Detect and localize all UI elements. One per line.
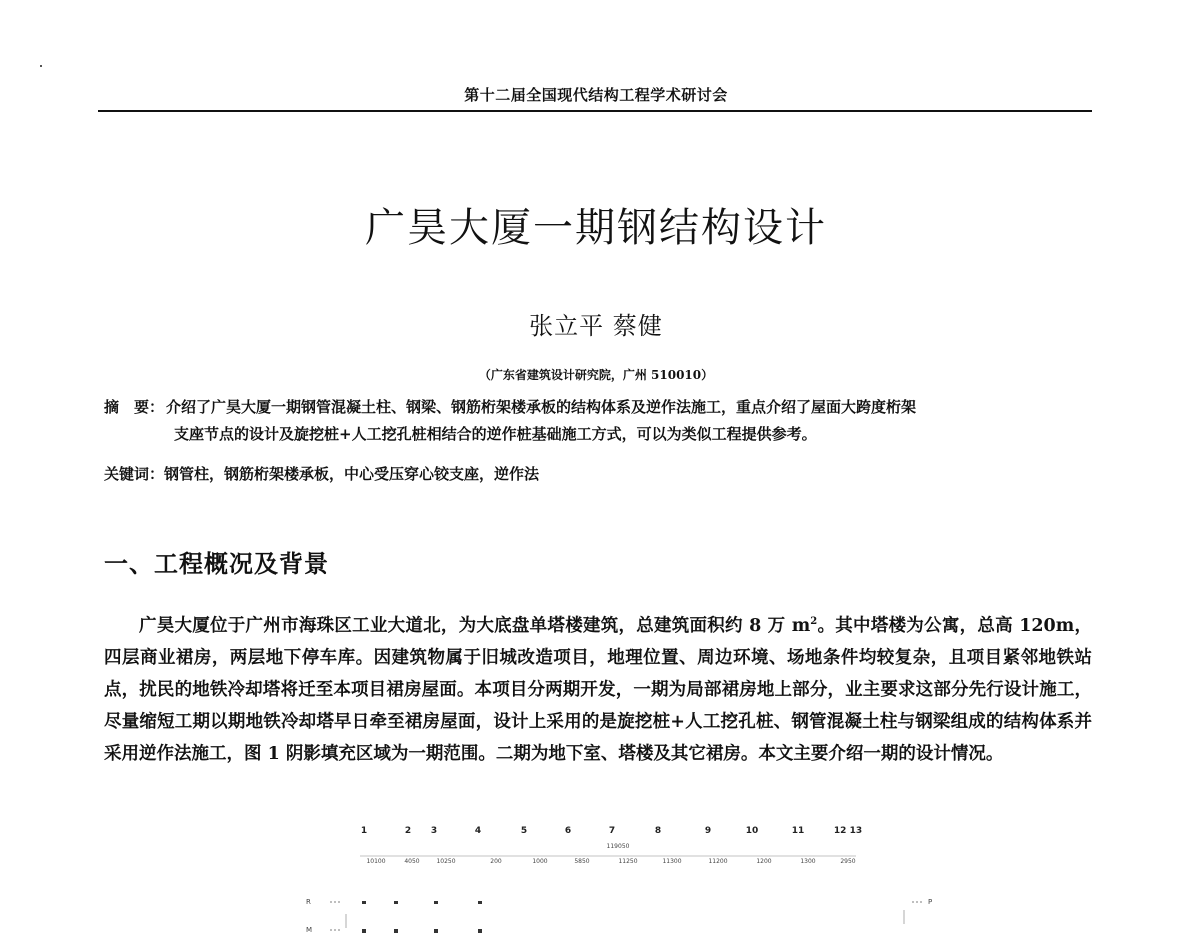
axis-number-label: 11 <box>791 826 805 836</box>
axis-number-label: 5 <box>520 826 528 836</box>
column-marker <box>362 901 366 904</box>
axis-number-label: 12 13 <box>833 826 863 836</box>
area-unit-superscript: 2 <box>810 616 818 628</box>
author-affiliation: （广东省建筑设计研究院，广州 510010） <box>478 368 714 382</box>
floor-plan-drawing <box>300 818 940 952</box>
dimension-label: 5850 <box>574 858 590 865</box>
dimension-label: 1000 <box>532 858 548 865</box>
dimension-label: 11200 <box>708 858 728 865</box>
right-row-label: P <box>928 898 933 906</box>
header-rule <box>98 110 1092 112</box>
axis-number-label: 2 <box>404 826 412 836</box>
keywords-text: 钢管柱，钢筋桁架楼承板，中心受压穿心铰支座，逆作法 <box>164 465 540 483</box>
column-marker <box>478 901 482 904</box>
figure-1-floor-plan <box>300 818 940 952</box>
paragraph-part-a: 广昊大厦位于广州市海珠区工业大道北，为大底盘单塔楼建筑，总建筑面积约 8 万 m <box>139 616 811 636</box>
dimension-label: 2950 <box>840 858 856 865</box>
row-label: R <box>306 898 311 906</box>
paper-title: 广昊大厦一期钢结构设计 <box>365 205 827 251</box>
axis-number-label: 7 <box>608 826 616 836</box>
paper-authors: 张立平 蔡健 <box>529 312 663 340</box>
column-marker <box>478 929 482 933</box>
keywords <box>104 463 1094 484</box>
dimension-label: 4050 <box>404 858 420 865</box>
axis-number-label: 9 <box>704 826 712 836</box>
column-marker <box>394 929 398 933</box>
scan-speck <box>40 65 42 67</box>
axis-number-label: 1 <box>360 826 368 836</box>
axis-number-label: 6 <box>564 826 572 836</box>
column-marker <box>394 901 398 904</box>
dimension-label: 200 <box>490 858 502 865</box>
abstract-line-1: 介绍了广昊大厦一期钢管混凝土柱、钢梁、钢筋桁架楼承板的结构体系及逆作法施工，重点介绍了屋面大跨度桁架 <box>166 398 917 416</box>
section-paragraph <box>104 610 1092 770</box>
axis-number-label: 8 <box>654 826 662 836</box>
dimension-label: 1200 <box>756 858 772 865</box>
axis-number-label: 10 <box>745 826 759 836</box>
dimension-label: 1300 <box>800 858 816 865</box>
dimension-label: 11300 <box>662 858 682 865</box>
section-heading: 一、工程概况及背景 <box>104 550 329 578</box>
abstract <box>104 394 1094 448</box>
abstract-line-2: 支座节点的设计及旋挖桩+人工挖孔桩相结合的逆作桩基础施工方式，可以为类似工程提供参考。 <box>174 425 817 443</box>
dimension-label: 11250 <box>618 858 638 865</box>
dimension-label: 10250 <box>436 858 456 865</box>
column-marker <box>434 901 438 904</box>
column-marker <box>434 929 438 933</box>
axis-number-label: 4 <box>474 826 482 836</box>
axis-number-label: 3 <box>430 826 438 836</box>
dimension-label: 10100 <box>366 858 386 865</box>
conference-header: 第十二届全国现代结构工程学术研讨会 <box>464 86 728 104</box>
column-marker <box>362 929 366 933</box>
keywords-label: 关键词： <box>104 465 165 483</box>
total-dimension-label: 119050 <box>606 843 630 850</box>
abstract-label: 摘 要： <box>104 398 165 416</box>
paragraph-part-b: 。其中塔楼为公寓，总高 120m，四层商业裙房，两层地下停车库。因建筑物属于旧城改造项目，地理位置、周边环境、场地条件均较复杂，且项目紧邻地铁站点，扰民的地铁冷却塔将迁至本项目裙房屋面。本项目分两期开发，一期为局部裙房地上部分，业主要求这部分先行设计施工，尽量缩短工期以期地铁冷却塔早日牵至裙房屋面，设计上采用的是旋挖桩+人工挖孔桩、钢管混凝土柱与钢梁组成的结构体系并采用逆作法施工，图 1 阴影填充区域为一期范围。二期为地下室、塔楼及其它裙房。本文主要介绍一期的设计情况。 <box>104 616 1093 764</box>
row-label: M <box>306 926 313 934</box>
abstract-row-1 <box>104 394 1094 421</box>
